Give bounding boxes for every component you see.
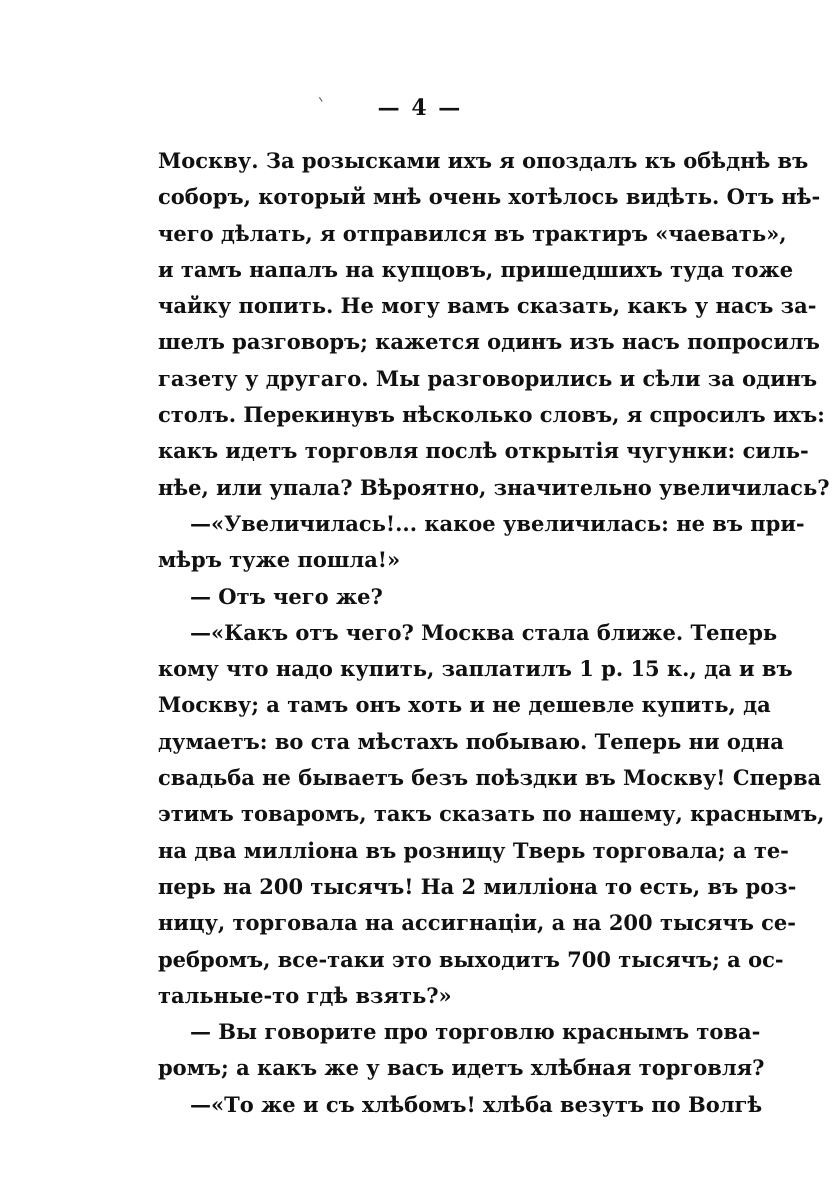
text-line: тальные-то гдѣ взять?» [158,982,452,1008]
text-line: думаетъ: во ста мѣстахъ побываю. Теперь ни одна [158,728,784,754]
text-line: на два милліона въ розницу Тверь торговала; а те- [158,837,789,863]
text-line: этимъ товаромъ, такъ сказать по нашему, краснымъ, [158,801,825,827]
text-line: ромъ; а какъ же у васъ идетъ хлѣбная торговля? [158,1055,765,1081]
text-line: нѣе, или упала? Вѣроятно, значительно увеличилась? [158,474,830,500]
text-line: и тамъ напалъ на купцовъ, пришедшихъ туда тоже [158,256,794,282]
text-line: кому что надо купить, заплатилъ 1 р. 15 к., да и въ [158,656,793,682]
text-line: Москву. За розысками ихъ я опоздалъ къ обѣднѣ въ [158,148,809,173]
text-line: чайку попить. Не могу вамъ сказать, какъ у насъ за- [158,293,817,319]
text-line: шелъ разговоръ; кажется одинъ изъ насъ попросилъ [158,329,820,355]
text-line: ребромъ, все-таки это выходитъ 700 тысячъ; а ос- [158,946,784,972]
text-line: Москву; а тамъ онъ хоть и не дешевле купить, да [158,692,771,718]
page-number: — 4 — [377,95,463,121]
text-line: — Отъ чего же? [190,583,383,609]
text-line: какъ идетъ торговля послѣ открытія чугунки: силь- [158,438,809,464]
text-line: мѣръ туже пошла!» [158,547,401,573]
text-line: перь на 200 тысячъ! На 2 милліона то есть, въ роз- [158,873,797,899]
text-line: —«Какъ отъ чего? Москва стала ближе. Теперь [190,619,778,645]
text-line: — Вы говорите про торговлю краснымъ това- [190,1019,761,1045]
text-line: свадьба не бываетъ безъ поѣздки въ Москву! Сперва [158,765,822,791]
text-line: —«То же и съ хлѣбомъ! хлѣба везутъ по Волгѣ [190,1091,763,1117]
text-line: газету у другаго. Мы разговорились и сѣли за одинъ [158,365,818,391]
text-line: чего дѣлать, я отправился въ трактиръ «чаевать», [158,220,787,246]
text-line: ницу, торговала на ассигнаціи, а на 200 тысячъ се- [158,910,796,936]
text-line: соборъ, который мнѣ очень хотѣлось видѣть. Отъ нѣ- [158,184,821,210]
text-line: —«Увеличилась!... какое увеличилась: не въ при- [190,510,805,536]
text-line: столъ. Перекинувъ нѣсколько словъ, я спросилъ ихъ: [158,402,825,428]
body-text [158,143,830,1123]
